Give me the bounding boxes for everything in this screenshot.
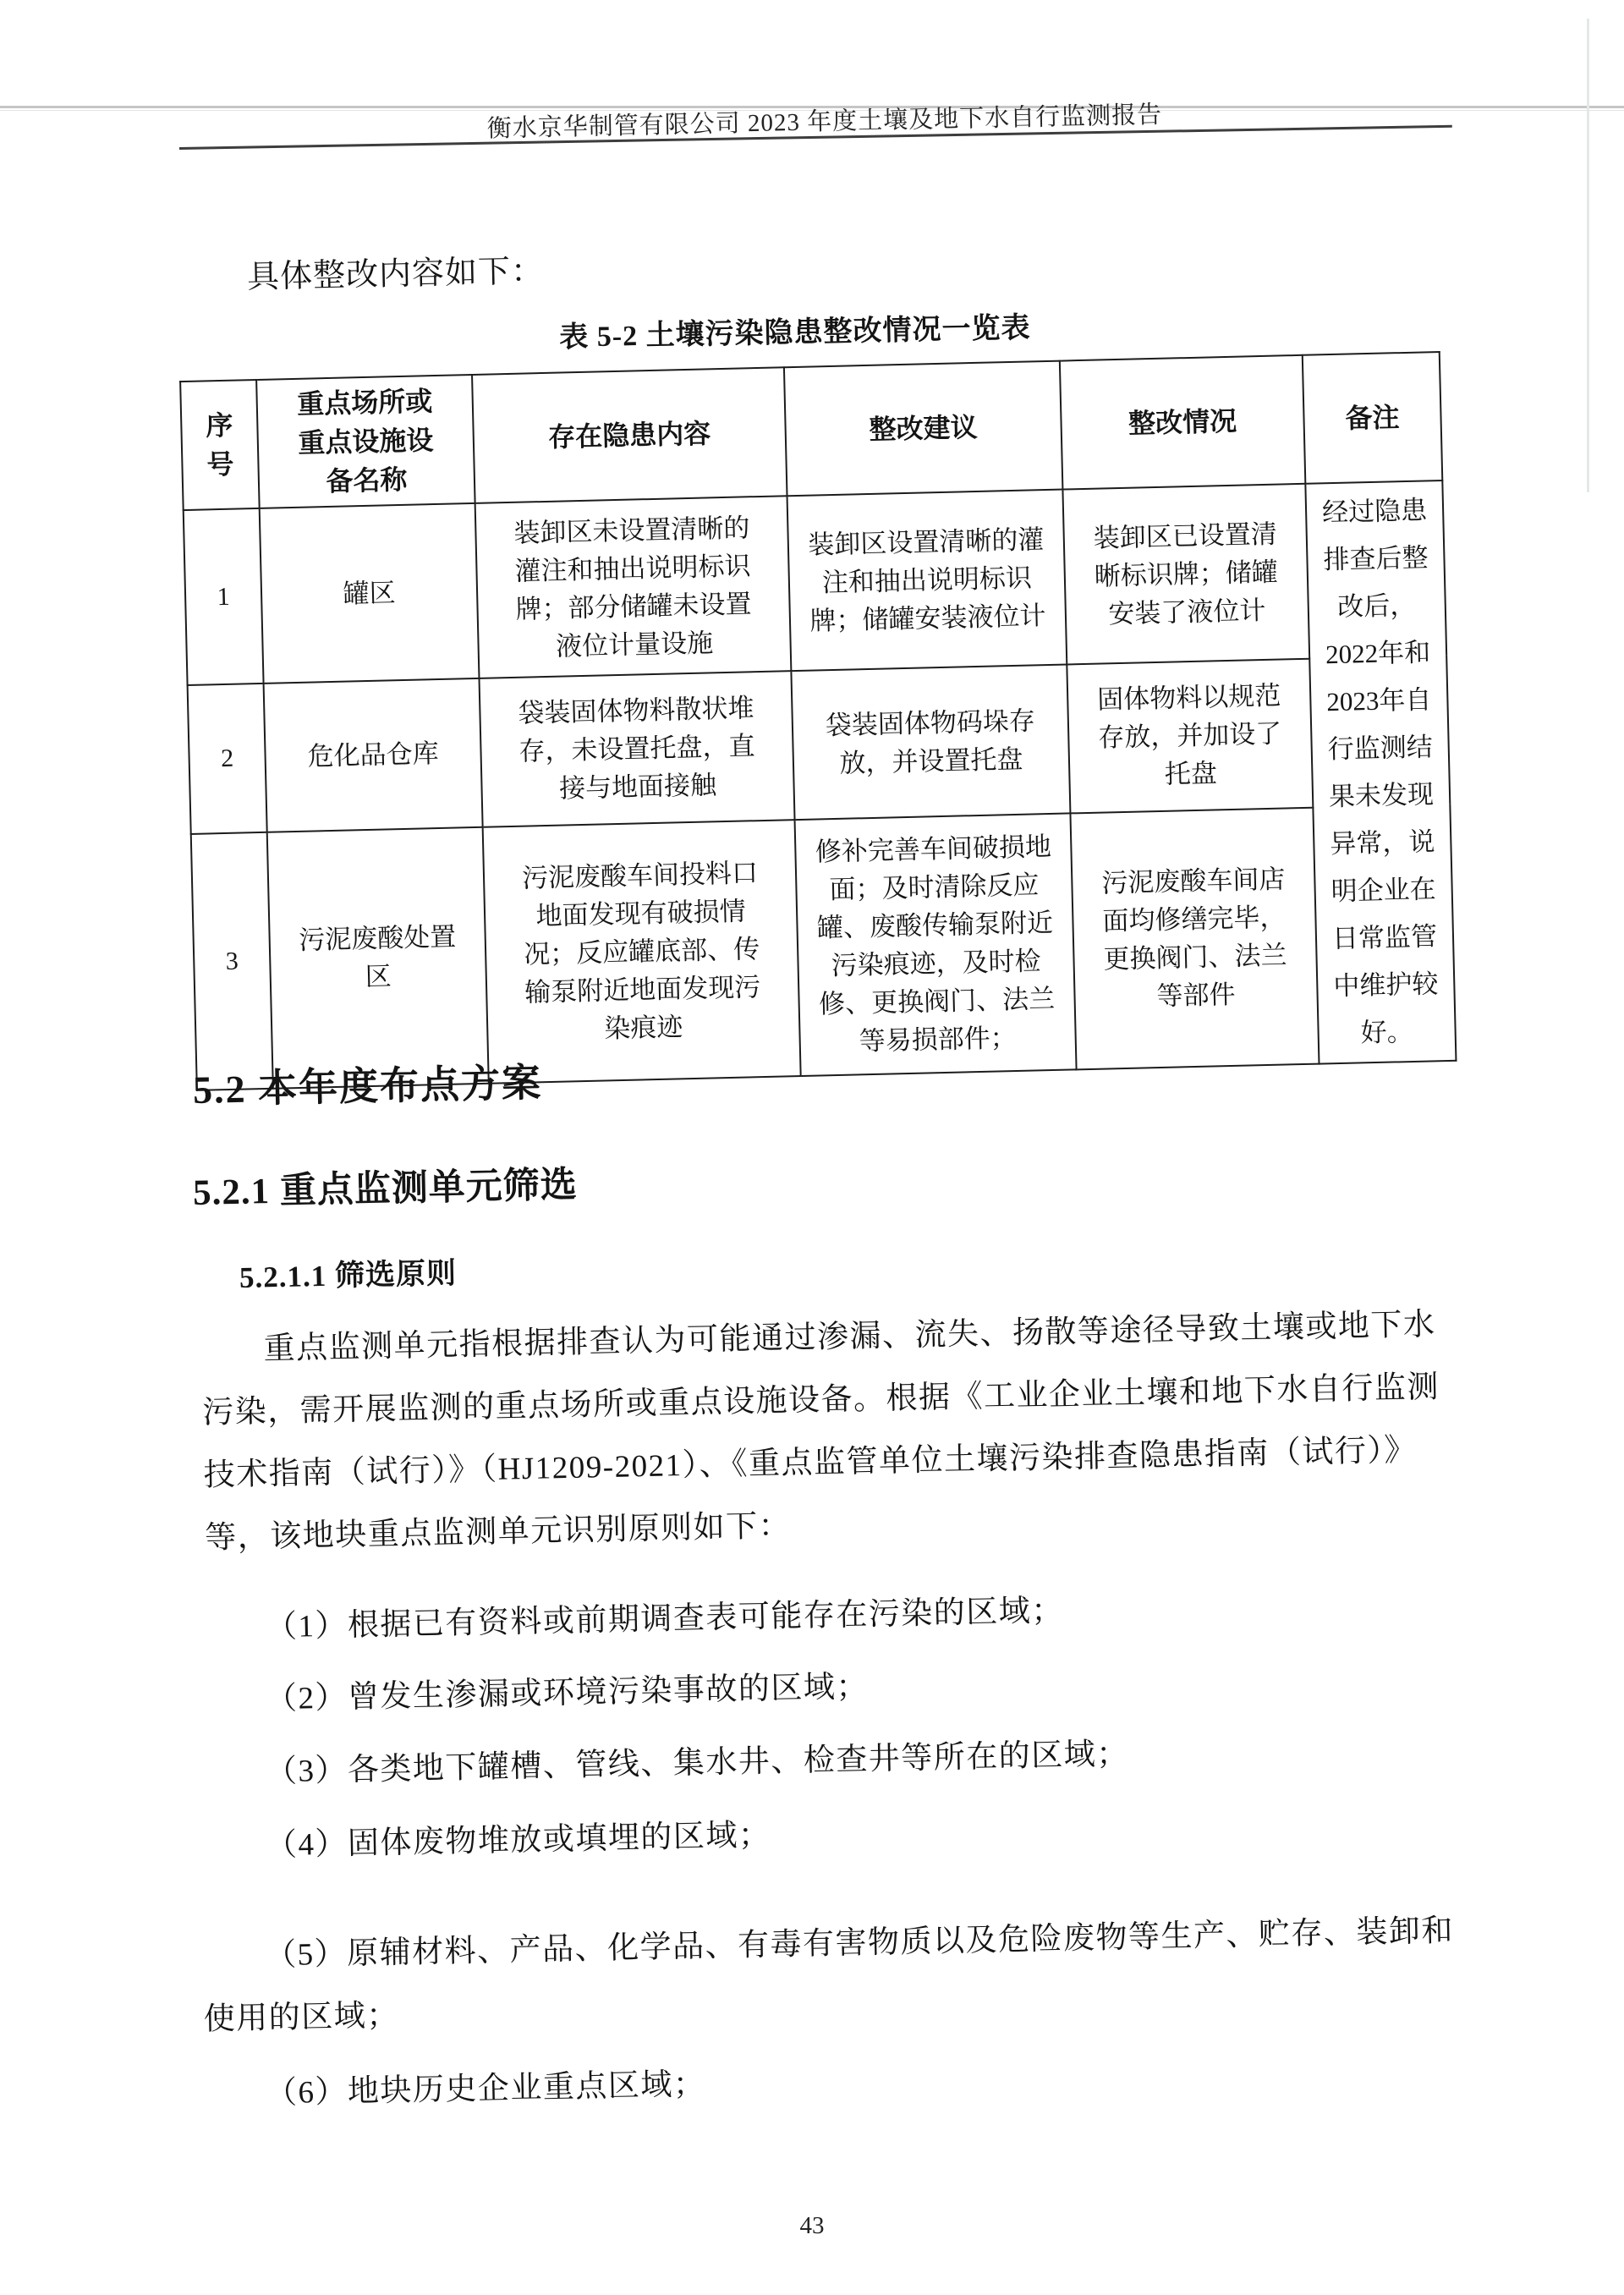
principle-item-6: （6）地块历史企业重点区域；	[265, 2067, 706, 2111]
row1-hazard: 装卸区未设置清晰的 灌注和抽出说明标识 牌；部分储罐未设置 液位计量设施	[475, 496, 792, 678]
col-header-status: 整改情况	[1060, 355, 1306, 490]
col-header-suggestion: 整改建议	[784, 361, 1062, 497]
row2-status: 固体物料以规范 存放，并加设了 托盘	[1067, 659, 1313, 813]
row3-index: 3	[191, 832, 273, 1090]
col-header-index: 序 号	[180, 380, 260, 510]
report-header-title: 衡水京华制管有限公司 2023 年度土壤及地下水自行监测报告	[486, 101, 1163, 143]
row3-hazard: 污泥废酸车间投料口 地面发现有破损情 况；反应罐底部、传 输泵附近地面发现污 染痕迹	[483, 820, 801, 1084]
row2-site: 危化品仓库	[264, 678, 483, 832]
row3-suggestion: 修补完善车间破损地 面；及时清除反应 罐、废酸传输泵附近 污染痕迹，及时检 修、更换阀门、法兰 等易损部件；	[795, 813, 1077, 1076]
row1-suggestion: 装卸区设置清晰的灌 注和抽出说明标识 牌；储罐安装液位计	[787, 490, 1067, 672]
col-header-hazard: 存在隐患内容	[472, 367, 787, 503]
intro-line: 具体整改内容如下：	[246, 253, 545, 295]
remark-cell: 经过隐患 排查后整 改后， 2022年和 2023年自 行监测结 果未发现 异常，说 明企业在 日常监管 中维护较 好。	[1305, 480, 1456, 1064]
row1-index: 1	[184, 508, 264, 685]
row3-status: 污泥废酸车间店 面均修缮完毕， 更换阀门、法兰 等部件	[1070, 807, 1319, 1069]
table-row-3	[191, 804, 1457, 1090]
table-row-1	[184, 480, 1446, 685]
section-heading-5-2-1-1: 5.2.1.1 筛选原则	[239, 1256, 458, 1294]
section-heading-5-2-1: 5.2.1 重点监测单元筛选	[192, 1165, 579, 1213]
table-row-2	[188, 656, 1451, 833]
row2-hazard: 袋装固体物料散状堆 存，未设置托盘，直 接与地面接触	[479, 671, 794, 826]
section-heading-5-2: 5.2 本年度布点方案	[192, 1061, 543, 1112]
principle-item-2: （2）曾发生渗漏或环境污染事故的区域；	[265, 1669, 870, 1717]
row3-site: 污泥废酸处置 区	[267, 826, 489, 1088]
principle-item-5: （5）原辅材料、产品、化学品、有毒有害物质以及危险废物等生产、贮存、装卸和 使用的区域；	[203, 1913, 1455, 2037]
row2-suggestion: 袋装固体物码垛存 放，并设置托盘	[791, 665, 1070, 820]
row2-index: 2	[188, 684, 267, 833]
principle-item-1: （1）根据已有资料或前期调查表可能存在污染的区域；	[265, 1593, 1065, 1645]
page-edge-artifact	[1587, 19, 1589, 492]
row1-site: 罐区	[260, 503, 480, 684]
row1-status: 装卸区已设置清 晰标识牌；储罐 安装了液位计	[1062, 484, 1309, 665]
page-number: 43	[799, 2212, 825, 2239]
principle-item-3: （3）各类地下罐槽、管线、集水井、检查井等所在的区域；	[265, 1737, 1130, 1790]
col-header-remark: 备注	[1303, 352, 1443, 484]
table-caption: 表 5-2 土壤污染隐患整改情况一览表	[558, 312, 1031, 354]
screening-paragraph: 重点监测单元指根据排查认为可能通过渗漏、流失、扬散等途径导致土壤或地下水 污染，需开展监测的重点场所或重点设施设备。根据《工业企业土壤和地下水自行监测 技术指南（试行）》（HJ1209-2021）、《重点监管单位土壤污染排查隐患指南（试行）》 等，该地块重点监测单元识别原则如下：	[201, 1307, 1440, 1556]
principle-item-4: （4）固体废物堆放或填埋的区域；	[265, 1817, 771, 1864]
col-header-site: 重点场所或 重点设施设 备名称	[256, 375, 475, 508]
rectification-table	[179, 351, 1457, 1091]
